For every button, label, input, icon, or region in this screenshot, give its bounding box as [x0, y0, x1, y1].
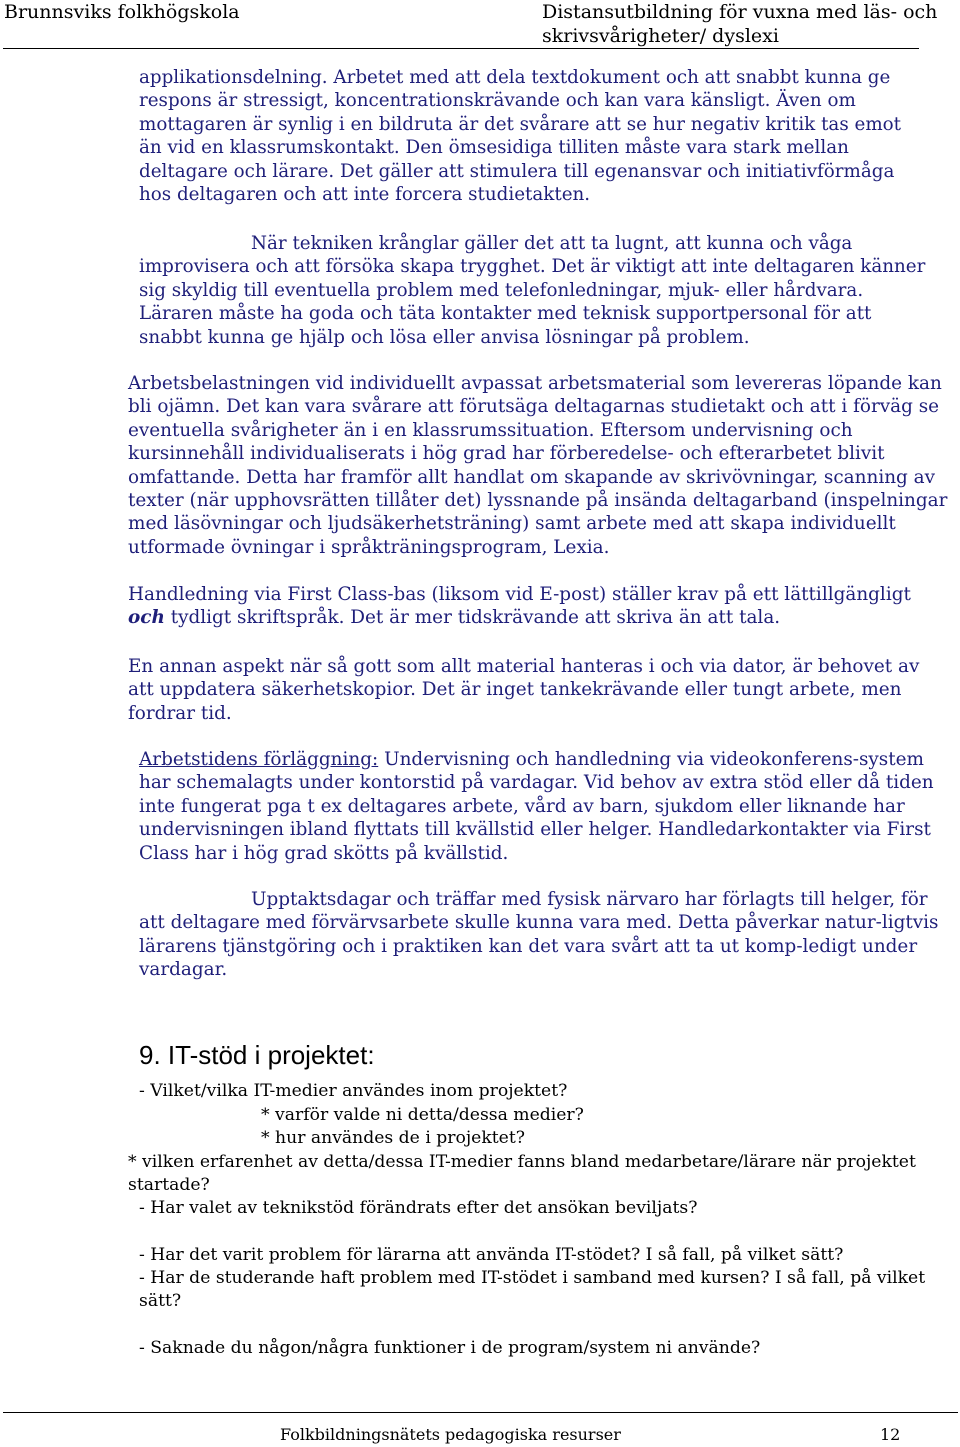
- question-1b: * hur användes de i projektet?: [261, 1128, 525, 1148]
- paragraph-1: applikationsdelning. Arbetet med att dela textdokument och att snabbt kunna ge respons är stressigt, koncentrationskrävande och kan vara känsligt. Även om mottagaren är synlig i en bildruta är det svårare att se hur negativ kritik tas emot än vid en klassrumskontakt. Den ömsesidiga tilliten måste vara stark mellan deltagare och lärare. Det gäller att stimulera till egenansvar och initiativförmåga hos deltagaren och att inte forcera studietakten.: [139, 67, 902, 206]
- section-heading: 9. IT-stöd i projektet:: [139, 1040, 375, 1070]
- footer-text: Folkbildningsnätets pedagogiska resurser: [280, 1425, 621, 1444]
- question-5: - Har de studerande haft problem med IT-stödet i samband med kursen? I så fall, på vilket sätt?: [139, 1268, 926, 1312]
- paragraph-4: [128, 583, 948, 630]
- paragraph-3: Arbetsbelastningen vid individuellt avpassat arbetsmaterial som levereras löpande kan bli ojämn. Det kan vara svårare att förutsäga deltagarnas studietakt och att i förväg se eventuella svårigheter än i en klassrumssituation. Eftersom undervisning och kursinnehåll individualiserats i hög grad har förberedelse- och efterarbetet blivit omfattande. Detta har framför allt handlat om skapande av skrivövningar, scanning av texter (när upphovsrätten tillåter det) lyssnande på insända deltagarband (inspelningar med läsövningar och ljudsäkerhetsträning) samt arbete med att skapa individuellt utformade övningar i språkträningsprogram, Lexia.: [128, 373, 948, 558]
- paragraph-4-text-b: tydligt skriftspråk. Det är mer tidskrävande att skriva än att tala.: [170, 607, 781, 629]
- header-course-title-line1: Distansutbildning för vuxna med läs- och: [542, 1, 938, 23]
- header-school-name: Brunnsviks folkhögskola: [4, 1, 240, 23]
- question-1a: * varför valde ni detta/dessa medier?: [261, 1105, 584, 1125]
- paragraph-7-text: Upptaktsdagar och träffar med fysisk närvaro har förlagts till helger, för att deltagare med förvärvsarbete skulle kunna vara med. Detta påverkar natur-ligtvis lärarens tjänstgöring och i praktiken kan det vara svårt att ta ut komp-ledigt under vardagar.: [139, 889, 939, 981]
- paragraph-6-label: Arbetstidens förläggning:: [139, 749, 379, 770]
- question-4: - Har det varit problem för lärarna att använda IT-stödet? I så fall, på vilket sätt?: [139, 1245, 844, 1265]
- question-1: - Vilket/vilka IT-medier användes inom projektet?: [139, 1081, 568, 1101]
- paragraph-2: [139, 232, 929, 349]
- paragraph-5: En annan aspekt när så gott som allt material hanteras i och via dator, är behovet av att uppdatera säkerhetskopior. Det är inget tankekrävande eller tungt arbete, men fordrar tid.: [128, 656, 920, 724]
- paragraph-6-text: Undervisning och handledning via videokonferens-system har schemalagts under kontorstid på vardagar. Vid behov av extra stöd eller då tiden inte fungerat pga t ex deltagares arbete, vård av barn, sjukdom eller liknande har undervisningen ibland flyttats till kvällstid eller helger. Handledarkontakter via First Class har i hög grad skötts på kvällstid.: [139, 749, 934, 864]
- page-number: 12: [880, 1425, 901, 1444]
- paragraph-2-text: När tekniken krånglar gäller det att ta lugnt, att kunna och våga improvisera och att försöka skapa trygghet. Det är viktigt att inte deltagaren känner sig skyldig till eventuella problem med telefonledningar, mjuk- eller hårdvara. Läraren måste ha goda och täta kontakter med teknisk supportpersonal för att snabbt kunna ge hjälp och lösa eller anvisa lösningar på problem.: [139, 233, 926, 348]
- footer-divider: [3, 1412, 958, 1413]
- paragraph-6: [139, 748, 939, 865]
- paragraph-7: [139, 888, 939, 982]
- question-2: * vilken erfarenhet av detta/dessa IT-medier fanns bland medarbetare/lärare när projektet startade?: [128, 1152, 916, 1196]
- header-divider: [3, 48, 919, 49]
- header-course-title: [542, 0, 952, 48]
- paragraph-4-text-a: Handledning via First Class-bas (liksom vid E-post) ställer krav på ett lättillgängligt: [128, 584, 911, 605]
- question-6: - Saknade du någon/några funktioner i de program/system ni använde?: [139, 1338, 761, 1358]
- question-3: - Har valet av teknikstöd förändrats efter det ansökan beviljats?: [139, 1198, 698, 1218]
- paragraph-4-emphasis: och: [128, 607, 165, 629]
- header-course-title-line2: skrivsvårigheter/ dyslexi: [542, 25, 779, 47]
